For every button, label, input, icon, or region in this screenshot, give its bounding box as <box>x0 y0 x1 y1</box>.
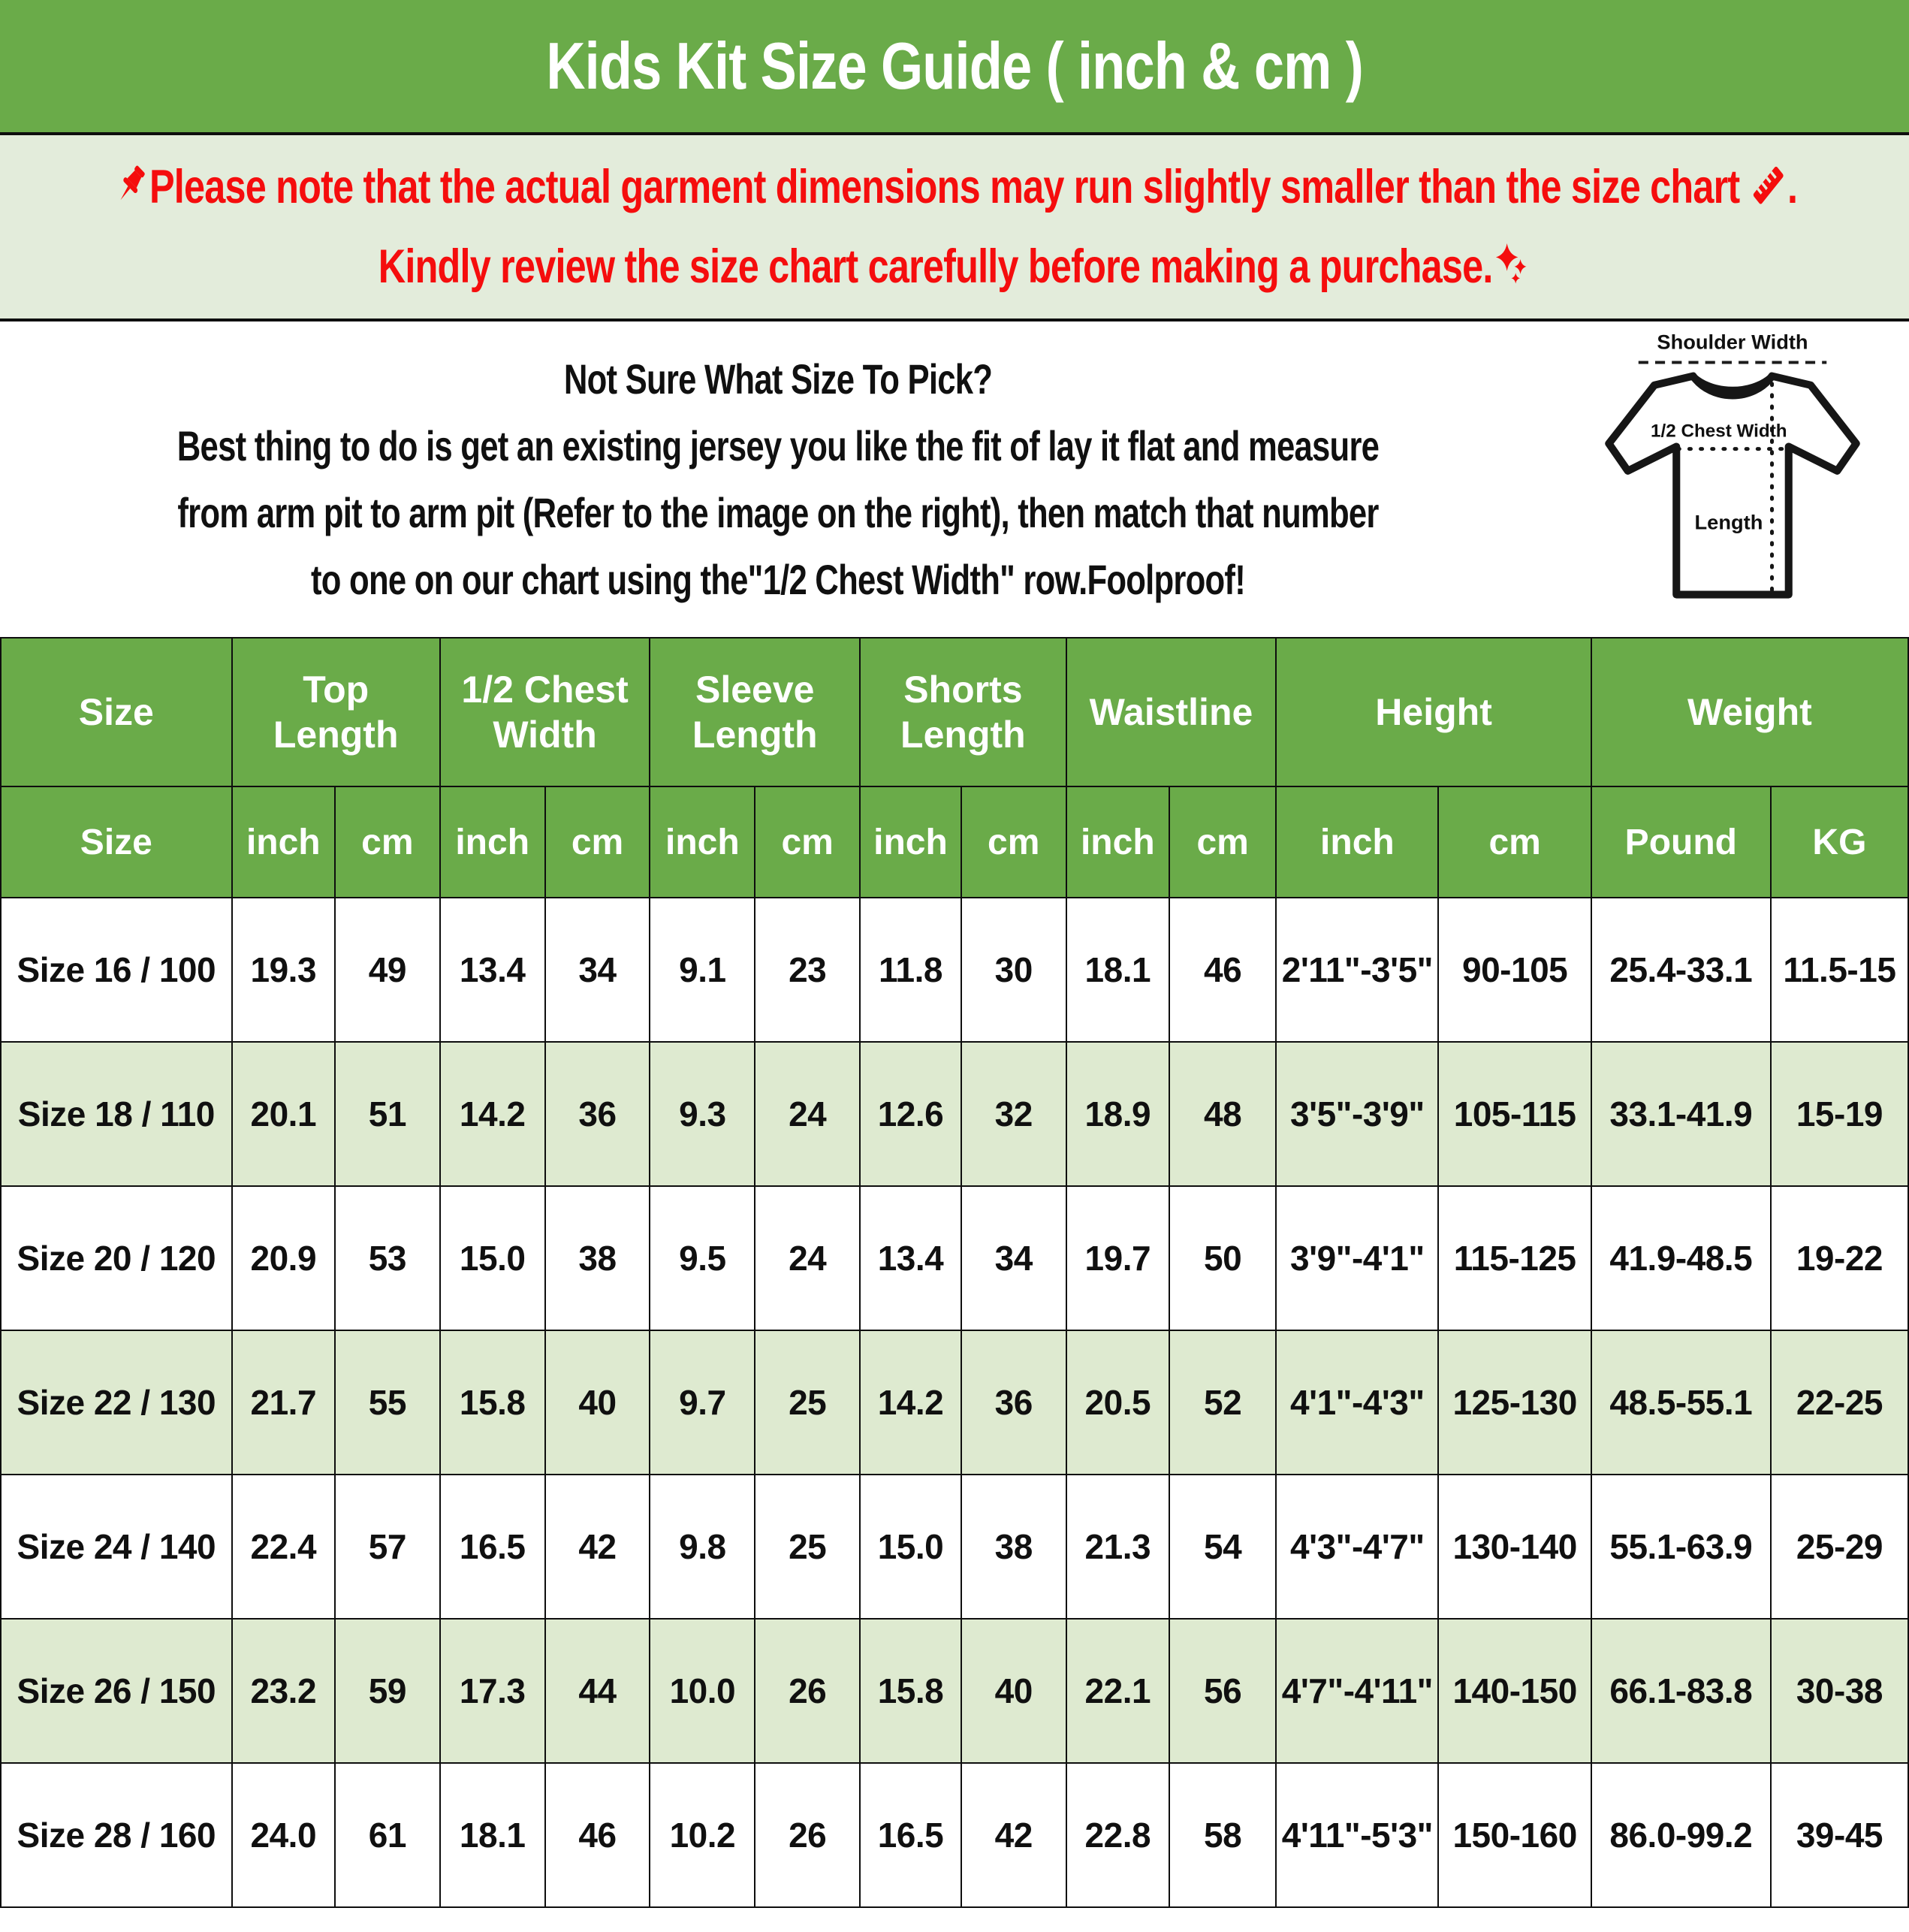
table-cell: 25 <box>755 1330 860 1475</box>
unit-header-2-cm: cm <box>335 786 440 898</box>
advice-heading: Not Sure What Size To Pick? <box>563 355 993 403</box>
table-cell: 17.3 <box>440 1619 545 1763</box>
unit-header-0-size: Size <box>1 786 232 898</box>
advice-line-4: to one on our chart using the"1/2 Chest Width" row.Foolproof! <box>311 556 1245 603</box>
pushpin-icon <box>112 162 149 209</box>
table-cell: 55 <box>335 1330 440 1475</box>
table-cell: 38 <box>545 1186 650 1330</box>
table-cell: 30 <box>961 898 1066 1042</box>
table-row-size-18-110 <box>1 1042 1908 1186</box>
table-cell: 22-25 <box>1771 1330 1908 1475</box>
row-size-label: Size 20 / 120 <box>1 1186 232 1330</box>
table-cell: 18.1 <box>440 1763 545 1907</box>
table-cell: 56 <box>1169 1619 1276 1763</box>
notice-line-2 <box>378 240 1531 294</box>
size-table <box>0 637 1909 1908</box>
group-header-height: Height <box>1276 638 1591 786</box>
table-cell: 9.7 <box>650 1330 755 1475</box>
table-cell: 50 <box>1169 1186 1276 1330</box>
table-cell: 59 <box>335 1619 440 1763</box>
table-cell: 22.1 <box>1066 1619 1169 1763</box>
table-cell: 33.1-41.9 <box>1591 1042 1771 1186</box>
table-cell: 125-130 <box>1438 1330 1591 1475</box>
table-cell: 19.3 <box>232 898 335 1042</box>
table-cell: 24.0 <box>232 1763 335 1907</box>
unit-header-10-cm: cm <box>1169 786 1276 898</box>
advice-line-3: from arm pit to arm pit (Refer to the image on the right), then match that number <box>177 489 1379 536</box>
table-cell: 14.2 <box>440 1042 545 1186</box>
row-size-label: Size 16 / 100 <box>1 898 232 1042</box>
advice-section <box>0 321 1909 637</box>
table-cell: 34 <box>961 1186 1066 1330</box>
table-cell: 15.8 <box>440 1330 545 1475</box>
table-cell: 90-105 <box>1438 898 1591 1042</box>
advice-text-block <box>0 321 1556 637</box>
table-cell: 48.5-55.1 <box>1591 1330 1771 1475</box>
table-cell: 20.9 <box>232 1186 335 1330</box>
page-title: Kids Kit Size Guide ( inch & cm ) <box>546 29 1363 103</box>
table-cell: 9.3 <box>650 1042 755 1186</box>
table-row-size-16-100 <box>1 898 1908 1042</box>
unit-header-14-kg: KG <box>1771 786 1908 898</box>
group-header-sleeve-length: Sleeve Length <box>650 638 860 786</box>
group-header-size: Size <box>1 638 232 786</box>
table-cell: 53 <box>335 1186 440 1330</box>
table-row-size-24-140 <box>1 1475 1908 1619</box>
table-cell: 3'9"-4'1" <box>1276 1186 1438 1330</box>
table-cell: 11.8 <box>860 898 961 1042</box>
notice-line-1-text: Please note that the actual garment dimensions may run slightly smaller than the size chart <box>149 161 1740 214</box>
table-cell: 115-125 <box>1438 1186 1591 1330</box>
table-cell: 3'5"-3'9" <box>1276 1042 1438 1186</box>
unit-header-12-cm: cm <box>1438 786 1591 898</box>
table-cell: 19.7 <box>1066 1186 1169 1330</box>
sparkles-icon <box>1493 240 1531 288</box>
table-cell: 21.3 <box>1066 1475 1169 1619</box>
table-cell: 36 <box>961 1330 1066 1475</box>
table-cell: 61 <box>335 1763 440 1907</box>
table-cell: 48 <box>1169 1042 1276 1186</box>
table-cell: 22.8 <box>1066 1763 1169 1907</box>
unit-header-9-inch: inch <box>1066 786 1169 898</box>
group-header-shorts-length: Shorts Length <box>860 638 1066 786</box>
unit-header-3-inch: inch <box>440 786 545 898</box>
table-cell: 55.1-63.9 <box>1591 1475 1771 1619</box>
table-cell: 18.9 <box>1066 1042 1169 1186</box>
collar-line <box>1695 378 1771 391</box>
table-row-size-26-150 <box>1 1619 1908 1763</box>
table-cell: 20.1 <box>232 1042 335 1186</box>
table-group-header-row <box>1 638 1908 786</box>
table-cell: 25.4-33.1 <box>1591 898 1771 1042</box>
notice-line-1-period: . <box>1787 161 1798 214</box>
table-row-size-28-160 <box>1 1763 1908 1907</box>
table-cell: 34 <box>545 898 650 1042</box>
table-cell: 4'3"-4'7" <box>1276 1475 1438 1619</box>
table-cell: 16.5 <box>860 1763 961 1907</box>
table-cell: 30-38 <box>1771 1619 1908 1763</box>
table-cell: 40 <box>545 1330 650 1475</box>
unit-header-4-cm: cm <box>545 786 650 898</box>
shoulder-width-label: Shoulder Width <box>1657 330 1808 354</box>
table-cell: 9.1 <box>650 898 755 1042</box>
table-cell: 57 <box>335 1475 440 1619</box>
table-cell: 2'11"-3'5" <box>1276 898 1438 1042</box>
table-cell: 86.0-99.2 <box>1591 1763 1771 1907</box>
unit-header-13-pound: Pound <box>1591 786 1771 898</box>
tshirt-outline-svg <box>1579 328 1886 631</box>
table-cell: 42 <box>545 1475 650 1619</box>
unit-header-6-cm: cm <box>755 786 860 898</box>
unit-header-8-cm: cm <box>961 786 1066 898</box>
table-cell: 44 <box>545 1619 650 1763</box>
unit-header-1-inch: inch <box>232 786 335 898</box>
table-cell: 140-150 <box>1438 1619 1591 1763</box>
table-cell: 23 <box>755 898 860 1042</box>
table-row-size-20-120 <box>1 1186 1908 1330</box>
unit-header-11-inch: inch <box>1276 786 1438 898</box>
title-banner <box>0 0 1909 135</box>
table-cell: 52 <box>1169 1330 1276 1475</box>
table-cell: 15.8 <box>860 1619 961 1763</box>
table-cell: 9.5 <box>650 1186 755 1330</box>
ruler-icon <box>1750 162 1787 209</box>
table-cell: 38 <box>961 1475 1066 1619</box>
notice-banner <box>0 135 1909 321</box>
table-cell: 4'1"-4'3" <box>1276 1330 1438 1475</box>
table-cell: 12.6 <box>860 1042 961 1186</box>
table-cell: 130-140 <box>1438 1475 1591 1619</box>
table-cell: 10.2 <box>650 1763 755 1907</box>
table-cell: 4'7"-4'11" <box>1276 1619 1438 1763</box>
table-cell: 32 <box>961 1042 1066 1186</box>
row-size-label: Size 18 / 110 <box>1 1042 232 1186</box>
table-cell: 4'11"-5'3" <box>1276 1763 1438 1907</box>
table-row-size-22-130 <box>1 1330 1908 1475</box>
row-size-label: Size 28 / 160 <box>1 1763 232 1907</box>
table-cell: 41.9-48.5 <box>1591 1186 1771 1330</box>
row-size-label: Size 24 / 140 <box>1 1475 232 1619</box>
table-cell: 49 <box>335 898 440 1042</box>
unit-header-7-inch: inch <box>860 786 961 898</box>
group-header-waistline: Waistline <box>1066 638 1277 786</box>
notice-line-1 <box>112 160 1798 214</box>
table-cell: 51 <box>335 1042 440 1186</box>
table-cell: 15.0 <box>860 1475 961 1619</box>
table-cell: 54 <box>1169 1475 1276 1619</box>
table-cell: 25-29 <box>1771 1475 1908 1619</box>
table-cell: 23.2 <box>232 1619 335 1763</box>
table-cell: 150-160 <box>1438 1763 1591 1907</box>
table-cell: 11.5-15 <box>1771 898 1908 1042</box>
table-cell: 13.4 <box>860 1186 961 1330</box>
table-cell: 18.1 <box>1066 898 1169 1042</box>
table-cell: 13.4 <box>440 898 545 1042</box>
table-cell: 24 <box>755 1186 860 1330</box>
table-cell: 19-22 <box>1771 1186 1908 1330</box>
row-size-label: Size 22 / 130 <box>1 1330 232 1475</box>
advice-line-2: Best thing to do is get an existing jersey you like the fit of lay it flat and measure <box>176 422 1380 469</box>
table-cell: 14.2 <box>860 1330 961 1475</box>
tshirt-shape <box>1609 376 1856 595</box>
table-cell: 26 <box>755 1763 860 1907</box>
table-cell: 46 <box>545 1763 650 1907</box>
table-cell: 22.4 <box>232 1475 335 1619</box>
table-cell: 10.0 <box>650 1619 755 1763</box>
table-cell: 21.7 <box>232 1330 335 1475</box>
table-cell: 42 <box>961 1763 1066 1907</box>
table-cell: 36 <box>545 1042 650 1186</box>
half-chest-width-label: 1/2 Chest Width <box>1651 421 1787 442</box>
table-unit-header-row <box>1 786 1908 898</box>
tshirt-diagram <box>1556 321 1909 637</box>
group-header-1-2-chest-width: 1/2 Chest Width <box>440 638 650 786</box>
table-cell: 20.5 <box>1066 1330 1169 1475</box>
unit-header-5-inch: inch <box>650 786 755 898</box>
table-cell: 58 <box>1169 1763 1276 1907</box>
row-size-label: Size 26 / 150 <box>1 1619 232 1763</box>
length-label: Length <box>1694 510 1763 534</box>
table-cell: 24 <box>755 1042 860 1186</box>
group-header-top-length: Top Length <box>232 638 440 786</box>
table-cell: 15-19 <box>1771 1042 1908 1186</box>
table-cell: 16.5 <box>440 1475 545 1619</box>
table-cell: 26 <box>755 1619 860 1763</box>
table-cell: 39-45 <box>1771 1763 1908 1907</box>
table-cell: 105-115 <box>1438 1042 1591 1186</box>
table-cell: 15.0 <box>440 1186 545 1330</box>
table-cell: 46 <box>1169 898 1276 1042</box>
notice-line-2-text: Kindly review the size chart carefully before making a purchase. <box>378 240 1493 293</box>
table-cell: 25 <box>755 1475 860 1619</box>
table-cell: 40 <box>961 1619 1066 1763</box>
table-cell: 9.8 <box>650 1475 755 1619</box>
table-cell: 66.1-83.8 <box>1591 1619 1771 1763</box>
group-header-weight: Weight <box>1591 638 1908 786</box>
